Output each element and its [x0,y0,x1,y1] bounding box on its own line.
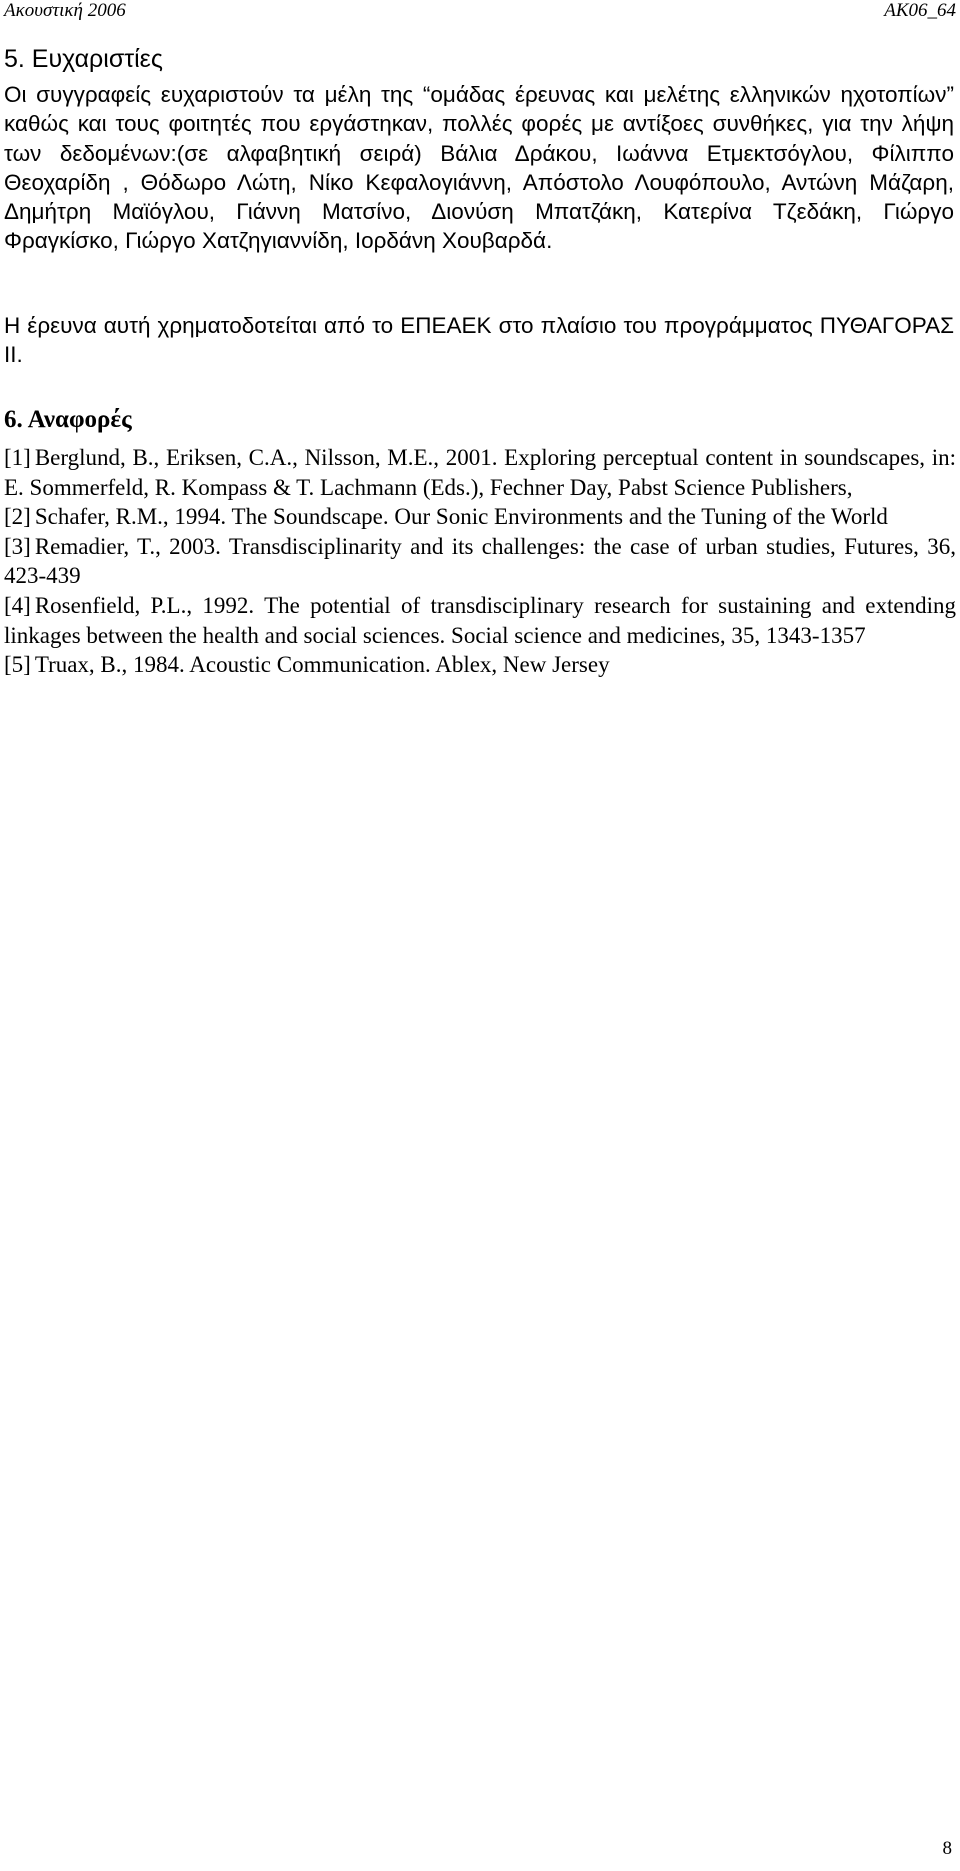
reference-text: Berglund, B., Eriksen, C.A., Nilsson, M.E., 2001. Exploring perceptual content in soundscapes, in: E. Sommerfeld, R. Kompass & T. Lachmann (Eds.), Fechner Day, Pabst Science Publishers, [4,445,956,500]
reference-text: Remadier, T., 2003. Transdisciplinarity and its challenges: the case of urban studies, Futures, 36, 423-439 [4,533,956,589]
funding-statement: Η έρευνα αυτή χρηματοδοτείται από το ΕΠΕΑΕΚ στο πλαίσιο του προγράμματος ΠΥΘΑΓΟΡΑΣ ΙΙ. [4,313,954,368]
acknowledgements-text: Οι συγγραφείς ευχαριστούν τα μέλη της “ομάδας έρευνας και μελέτης ελληνικών ηχοτοπίων” καθώς και τους φοιτητές που εργάστηκαν, πολλές φορές με αντίξοες συνθήκες, για την λήψη των δεδομένων:(σε αλφαβητική σειρά) Βάλια Δράκου, Ιωάννα Ετμεκτσόγλου, Φίλιππο Θεοχαρίδη , Θόδωρο Λώτη, Νίκο Κεφαλογιάννη, Απόστολο Λουφόπουλο, Αντώνη Μάζαρη, Δημήτρη Μαϊόγλου, Γιάννη Ματσίνο, Διονύση Μπατζάκη, Κατερίνα Τζεδάκη, Γιώργο Φραγκίσκο, Γιώργο Χατζηγιαννίδη, Ιορδάνη Χουβαρδά. [4,82,954,254]
reference-number: [3] [4,533,31,559]
reference-item-3 [4,532,956,591]
reference-text: Truax, B., 1984. Acoustic Communication. Ablex, New Jersey [34,652,610,678]
header-journal-title: Ακουστική 2006 [4,0,126,21]
reference-number: [1] [4,445,31,470]
acknowledgements-title: 5. Ευχαριστίες [4,45,163,73]
reference-text: Schafer, R.M., 1994. The Soundscape. Our Sonic Environments and the Tuning of the World [34,504,888,530]
page-header [0,0,960,22]
reference-item-1 [4,443,956,502]
reference-item-5 [4,650,956,680]
reference-number: [5] [4,652,31,678]
reference-item-4 [4,591,956,650]
reference-item-2 [4,502,956,532]
reference-list [4,443,956,680]
reference-text: Rosenfield, P.L., 1992. The potential of transdisciplinary research for sustaining and extending linkages between the health and social sciences. Social science and medicines, 35, 1343-1357 [4,592,956,648]
references-title: 6. Αναφορές [4,406,132,433]
header-paper-code: AK06_64 [884,0,956,21]
reference-number: [4] [4,592,31,618]
page-number: 8 [942,1838,952,1859]
reference-number: [2] [4,504,31,530]
